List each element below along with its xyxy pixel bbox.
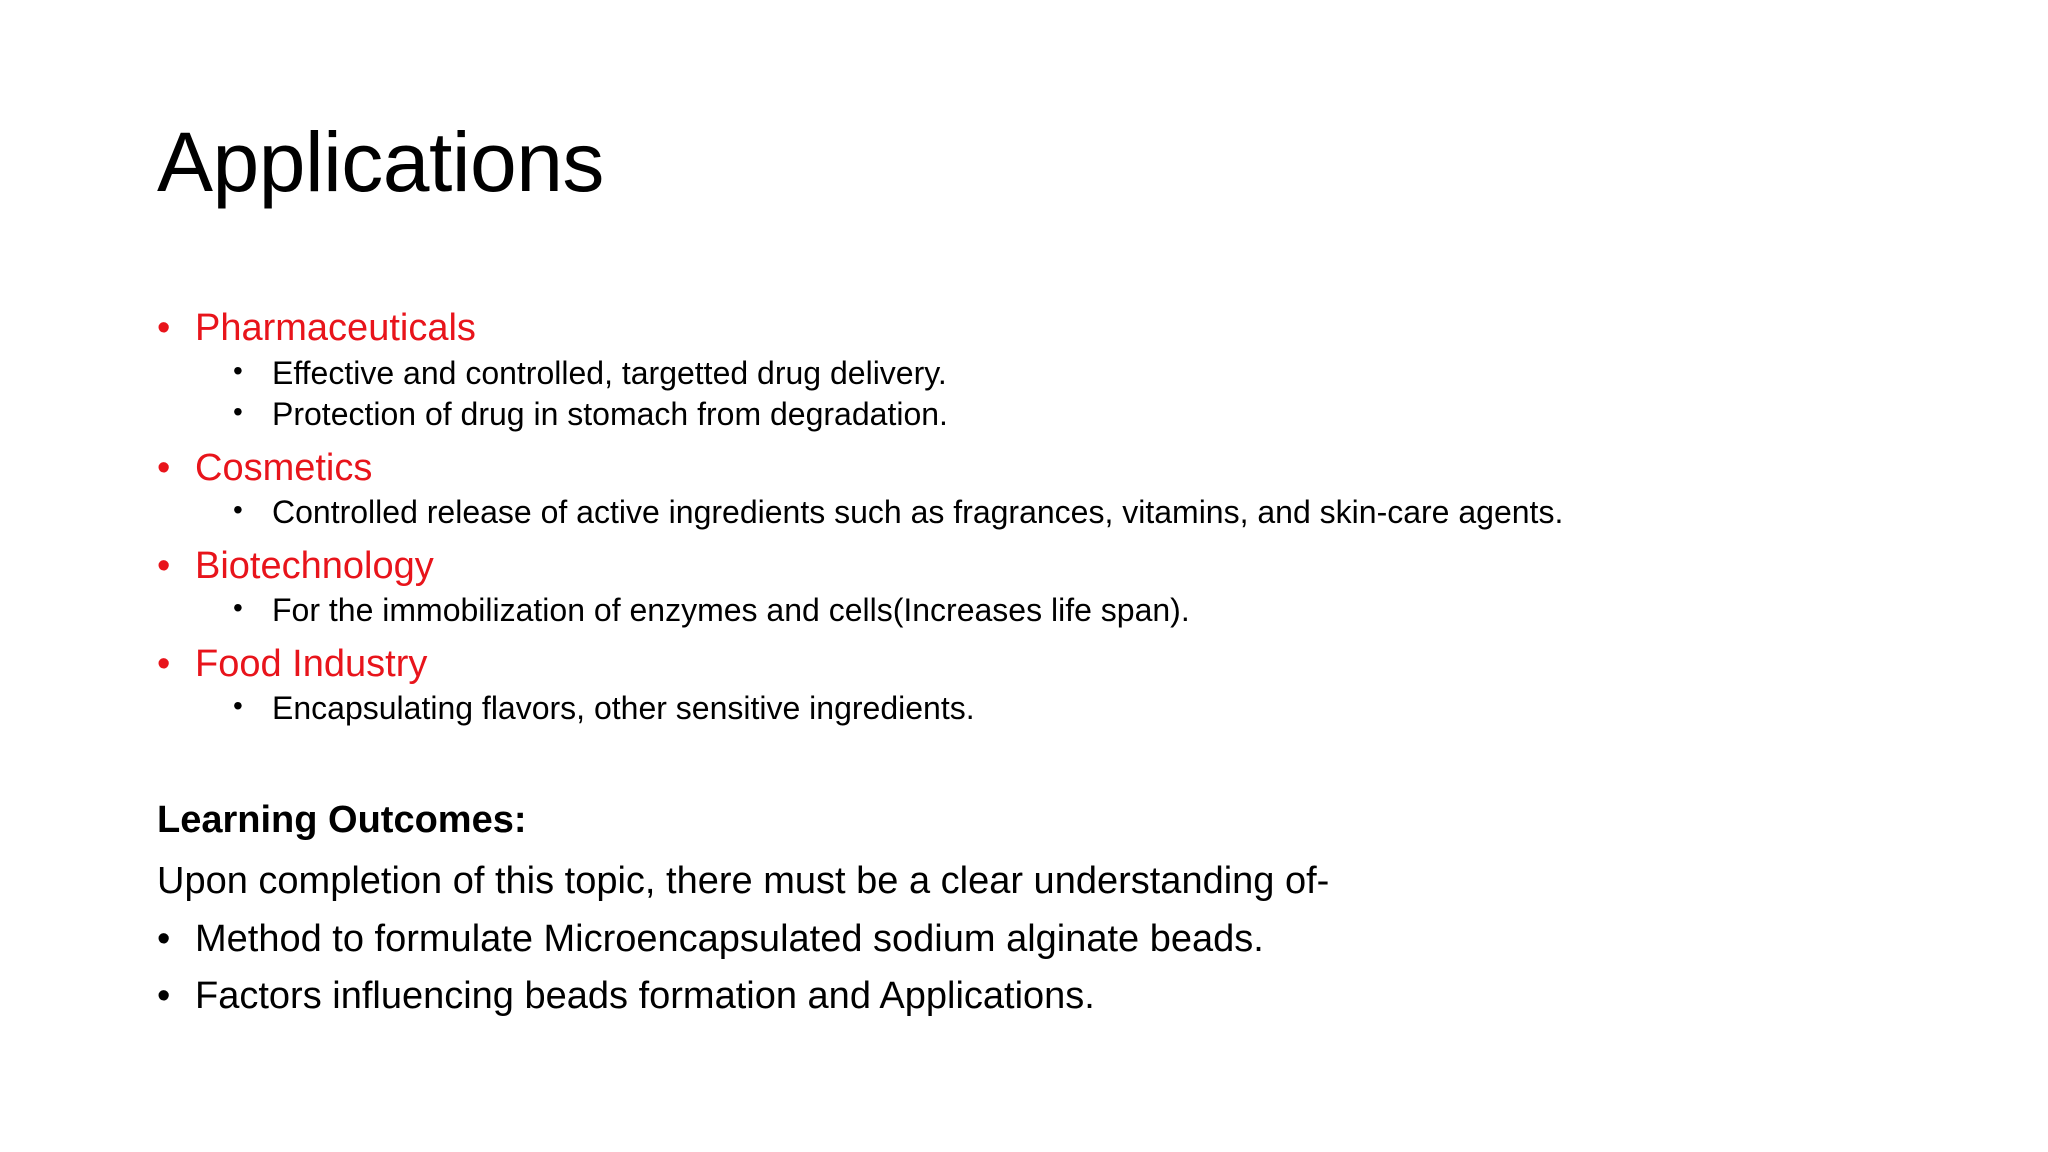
bullet-icon: • [157, 918, 171, 960]
application-point-text: Protection of drug in stomach from degradation. [272, 396, 948, 432]
application-point-text: For the immobilization of enzymes and cells(Increases life span). [272, 592, 1190, 628]
bullet-icon: • [157, 643, 171, 685]
application-heading-label: Pharmaceuticals [195, 307, 476, 349]
bullet-icon: • [233, 396, 243, 427]
learning-outcomes-heading: Learning Outcomes: [157, 799, 527, 841]
bullet-icon: • [157, 545, 171, 587]
learning-outcome-text: Factors influencing beads formation and Applications. [195, 975, 1095, 1017]
application-heading-label: Cosmetics [195, 447, 373, 489]
bullet-icon: • [233, 494, 243, 525]
bullet-icon: • [233, 690, 243, 721]
bullet-icon: • [157, 447, 171, 489]
bullet-icon: • [157, 307, 171, 349]
application-heading-label: Food Industry [195, 643, 428, 685]
application-point-text: Effective and controlled, targetted drug delivery. [272, 355, 947, 391]
application-heading-label: Biotechnology [195, 545, 434, 587]
application-point-text: Encapsulating flavors, other sensitive ingredients. [272, 690, 975, 726]
slide-title: Applications [157, 115, 604, 209]
bullet-icon: • [157, 975, 171, 1017]
application-point-text: Controlled release of active ingredients such as fragrances, vitamins, and skin-care agents. [272, 494, 1564, 530]
learning-outcomes-intro: Upon completion of this topic, there must be a clear understanding of- [157, 860, 1330, 902]
learning-outcome-text: Method to formulate Microencapsulated sodium alginate beads. [195, 918, 1264, 960]
bullet-icon: • [233, 592, 243, 623]
bullet-icon: • [233, 355, 243, 386]
